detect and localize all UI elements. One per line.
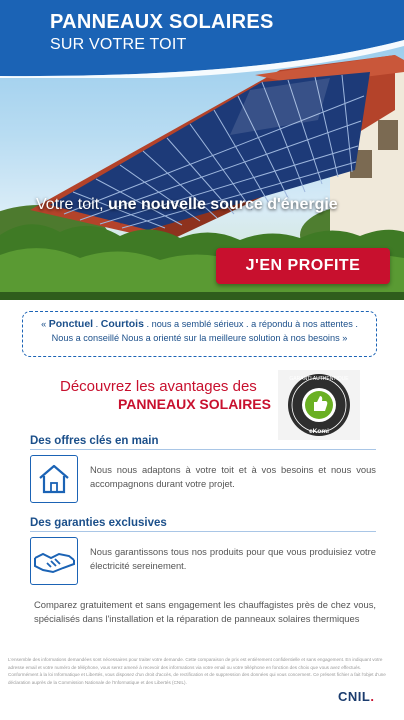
section-divider [30, 449, 376, 450]
cta-button[interactable]: J'EN PROFITE [216, 248, 390, 284]
badge-text-bottom: eKomi [309, 428, 329, 435]
section-text-offers: Nous nous adaptons à votre toit et à vos besoins et nous vous accompagnons durant votre projet. [90, 464, 376, 489]
review-quote [22, 311, 377, 357]
cnil-dot: . [370, 689, 375, 704]
discover-subheading: PANNEAUX SOLAIRES [118, 396, 271, 412]
hero-tagline [36, 196, 338, 214]
section-text-guarantees: Nous garantissons tous nos produits pour que vous produisiez votre électricité sereinement. [90, 546, 376, 571]
quote-word-1: Ponctuel [48, 318, 94, 330]
hero-banner [0, 0, 404, 300]
section-title-offers: Des offres clés en main [30, 435, 159, 447]
quote-word-2: Courtois [100, 318, 144, 330]
cnil-text: CNIL [338, 689, 371, 704]
tagline-prefix: Votre toit, [36, 196, 109, 213]
house-icon [30, 455, 78, 503]
quote-line-2: Nous a conseillé Nous a orienté sur la meilleure solution à nos besoins » [51, 333, 348, 343]
discover-heading: Découvrez les avantages des [60, 378, 257, 395]
page-title: PANNEAUX SOLAIRES [50, 11, 274, 33]
section-title-guarantees: Des garanties exclusives [30, 517, 167, 529]
compare-text: Comparez gratuitement et sans engagement les chauffagistes près de chez vous, spécialisés dans l'installation et la réparation de panneaux solaires thermiques [34, 599, 376, 624]
badge-text-top: GARANTI AUTHENTIQUE [289, 376, 349, 382]
quote-sep: . [93, 319, 101, 329]
tagline-bold: une nouvelle source d'énergie [108, 196, 338, 213]
quote-open: « [41, 319, 49, 329]
legal-notice: L'ensemble des informations demandées sont nécessaires pour traiter votre demande. Cette comparaison de prix est entièrement confidentielle et sans engagement. En indiquant votre adresse email et votre numéro de téléphone, vous serez amené à recevoir des informations via votre email ou votre téléphone en fonction des choix que vous avez effectués. Conformément à la loi Informatique et Libertés, vous disposez d'un droit d'accès, de rectification et de suppression des données qui vous concernent. Ce présent fichier a fait l'objet d'une déclaration auprès de la Commission Nationale de l'Informatique et des Libertés (CNIL). [8, 657, 386, 685]
page-subtitle: SUR VOTRE TOIT [50, 36, 187, 53]
ekomi-badge [278, 370, 360, 440]
cnil-logo [338, 689, 374, 704]
quote-rest: . nous a semblé sérieux . a répondu à nos attentes . [143, 319, 358, 329]
handshake-icon [30, 537, 78, 585]
section-divider [30, 531, 376, 532]
